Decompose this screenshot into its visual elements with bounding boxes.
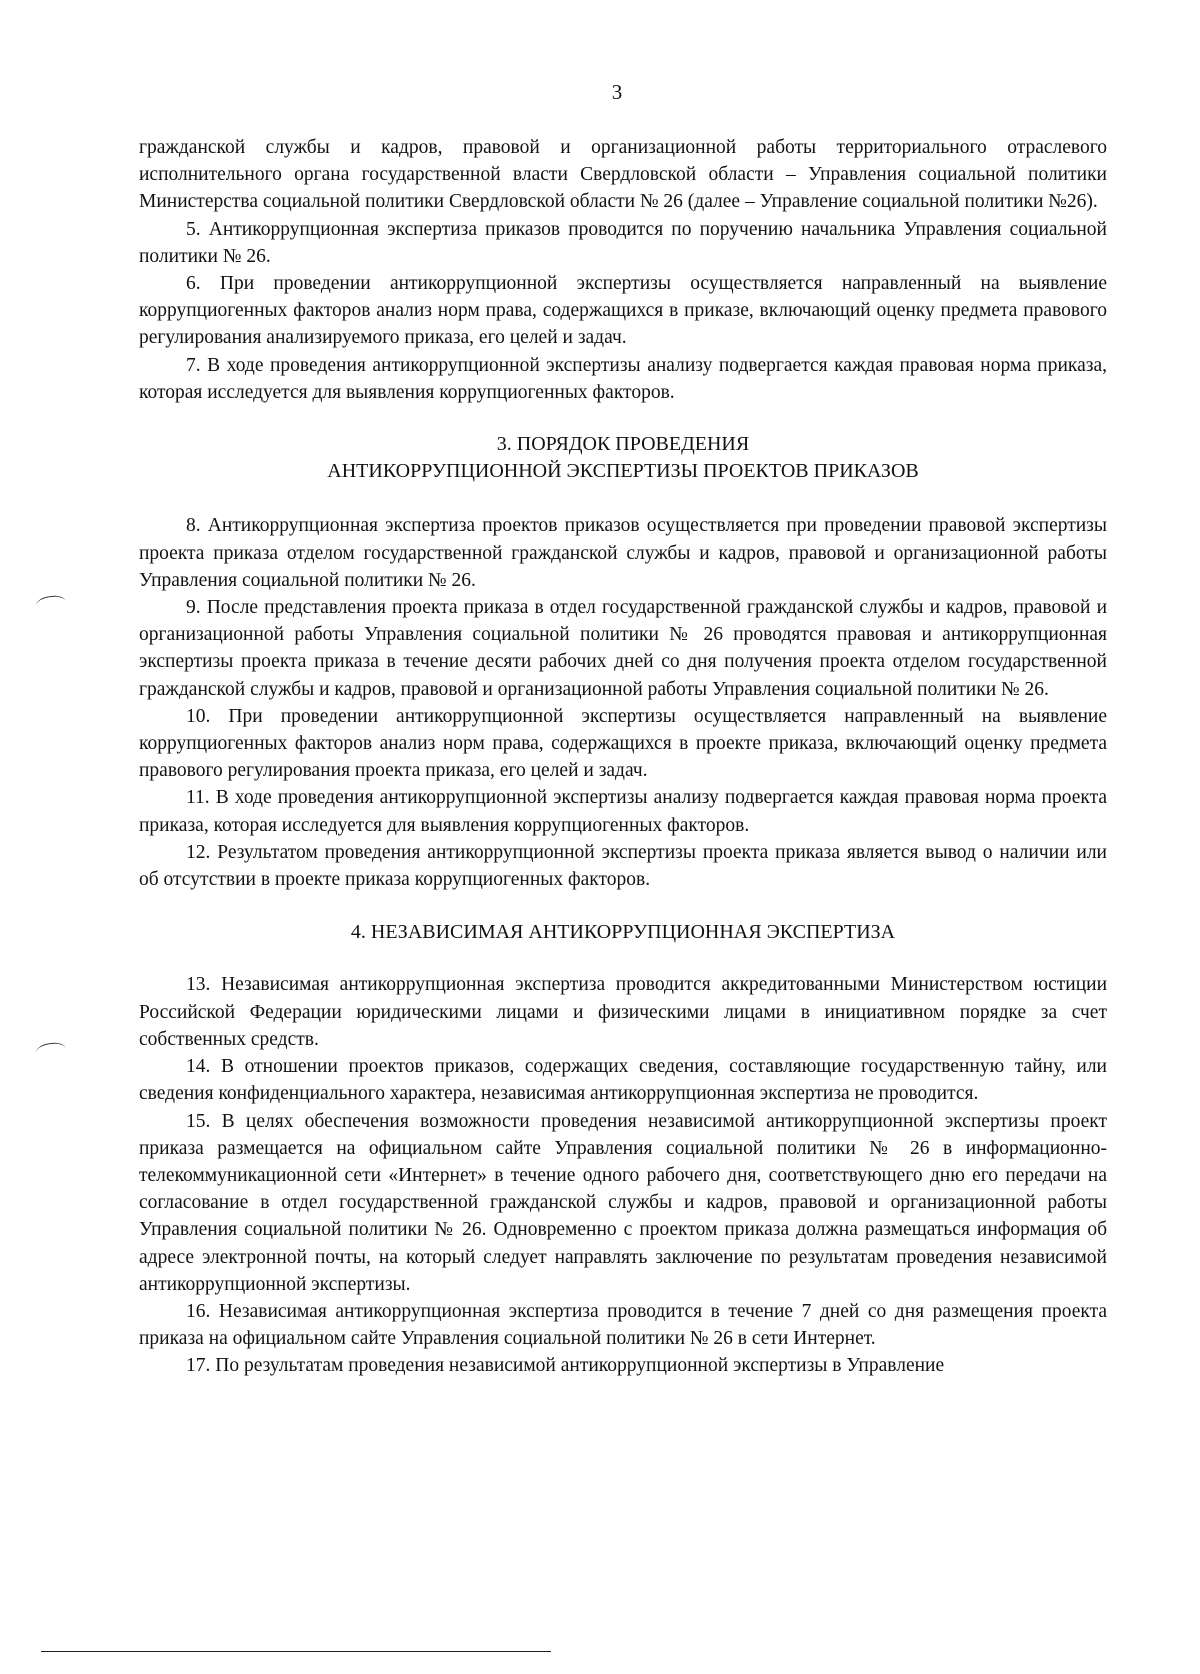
section-3-heading-line-1: 3. ПОРЯДОК ПРОВЕДЕНИЯ (496, 433, 750, 456)
paragraph-10: 10. При проведении антикоррупционной экспертизы осуществляется направленный на выявление коррупциогенных факторов анализ норм права, содержащихся в проекте приказа, включающий оценку предмета правового регулирования проекта приказа, его целей и задач. (139, 705, 1107, 782)
footer-rule (41, 1651, 551, 1652)
section-3-heading-line-2: АНТИКОРРУПЦИОННОЙ ЭКСПЕРТИЗЫ ПРОЕКТОВ ПРИКАЗОВ (327, 460, 919, 483)
paragraph-6: 6. При проведении антикоррупционной экспертизы осуществляется направленный на выявление коррупциогенных факторов анализ норм права, содержащихся в приказе, включающий оценку предмета правового регулирования анализируемого приказа, его целей и задач. (139, 273, 1107, 349)
page-number: 3 (611, 80, 623, 104)
section-3-heading (139, 431, 1107, 485)
paragraph-5: 5. Антикоррупционная экспертиза приказов проводится по поручению начальника Управления социальной политики № 26. (139, 218, 1107, 267)
paragraph-13: 13. Независимая антикоррупционная экспертиза проводится аккредитованными Министерством юстиции Российской Федерации юридическими лицами и физическими лицами в инициативном порядке за счет собственных средств. (139, 974, 1107, 1050)
paragraph-continuation: гражданской службы и кадров, правовой и организационной работы территориального отраслевого исполнительного органа государственной власти Свердловской области – Управления социальной политики Министерства социальной политики Свердловской области № 26 (далее – Управление социальной политики №26). (139, 137, 1107, 213)
paragraph-9: 9. После представления проекта приказа в отдел государственной гражданской службы и кадров, правовой и организационной работы Управления социальной политики № 26 проводятся правовая и антикоррупционная экспертизы проекта приказа в течение десяти рабочих дней со дня получения проекта отделом государственной гражданской службы и кадров, правовой и организационной работы Управления социальной политики № 26. (139, 597, 1107, 700)
paragraph-16: 16. Независимая антикоррупционная экспертиза проводится в течение 7 дней со дня размещения проекта приказа на официальном сайте Управления социальной политики № 26 в сети Интернет. (139, 1300, 1107, 1350)
margin-mark (35, 594, 67, 613)
paragraph-11: 11. В ходе проведения антикоррупционной экспертизы анализу подвергается каждая правовая норма проекта приказа, которая исследуется для выявления коррупциогенных факторов. (139, 787, 1107, 836)
section-4-heading: 4. НЕЗАВИСИМАЯ АНТИКОРРУПЦИОННАЯ ЭКСПЕРТИЗА (350, 921, 896, 944)
paragraph-15: 15. В целях обеспечения возможности проведения независимой антикоррупционной экспертизы проект приказа размещается на официальном сайте Управления социальной политики № 26 в информационно-телекоммуникационной сети «Интернет» в течение одного рабочего дня, соответствующего дню его передачи на согласование в отдел государственной гражданской службы и кадров, правовой и организационной работы Управления социальной политики № 26. Одновременно с проектом приказа должна размещаться информация об адресе электронной почты, на который следует направлять заключение по результатам проведения независимой антикоррупционной экспертизы. (139, 1110, 1107, 1295)
paragraph-8: 8. Антикоррупционная экспертиза проектов приказов осуществляется при проведении правовой экспертизы проекта приказа отделом государственной гражданской службы и кадров, правовой и организационной работы Управления социальной политики № 26. (139, 515, 1107, 591)
paragraph-7: 7. В ходе проведения антикоррупционной экспертизы анализу подвергается каждая правовая норма приказа, которая исследуется для выявления коррупциогенных факторов. (139, 354, 1107, 403)
paragraph-14: 14. В отношении проектов приказов, содержащих сведения, составляющие государственную тайну, или сведения конфиденциального характера, независимая антикоррупционная экспертиза не проводится. (139, 1056, 1107, 1105)
document-body (139, 134, 1107, 1380)
margin-mark (35, 1041, 67, 1060)
paragraph-12: 12. Результатом проведения антикоррупционной экспертизы проекта приказа является вывод о наличии или об отсутствии в проекте приказа коррупциогенных факторов. (139, 841, 1107, 891)
paragraph-17: 17. По результатам проведения независимой антикоррупционной экспертизы в Управление (186, 1355, 945, 1377)
